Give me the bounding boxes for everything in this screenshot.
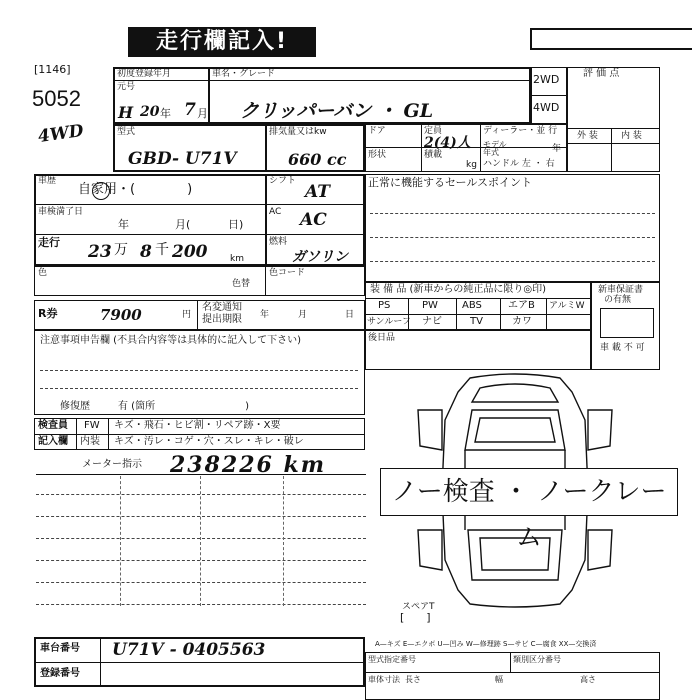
spare-label: スペアT [402, 602, 435, 612]
loading-unit: kg [466, 160, 477, 170]
rating-box [567, 67, 660, 172]
classification-label: 類別区分番号 [513, 655, 561, 664]
inspection-year: 年 [118, 218, 129, 231]
shape-label: 形状 [368, 150, 387, 160]
equip-sunroof: サンルーフ [367, 317, 411, 327]
repair-label: 修復歴 [60, 401, 90, 412]
manual-label1: 新車保証書 [598, 285, 644, 295]
displacement-value: 660 cc [288, 150, 347, 169]
drive-4wd: 4WD [533, 101, 560, 114]
repair-value: 有 (箇所 ) [118, 401, 249, 412]
reg-month-unit: 月 [197, 107, 208, 120]
notice-day: 日 [345, 310, 355, 320]
inspection-label: 車検満了日 [38, 207, 84, 217]
era-value: H [118, 103, 134, 122]
reg-label: 初度登録年月 [117, 69, 172, 79]
equip-tv: TV [470, 316, 483, 327]
size-height: 高さ [580, 675, 596, 684]
door-label: ドア [368, 126, 386, 136]
handle-label: ハンドル 左 ・ 右 [483, 159, 555, 169]
name-label: 車名・グレード [212, 69, 276, 79]
shift-label: シフト [269, 176, 297, 186]
plate-label: 登録番号 [40, 668, 80, 679]
check-label1: 検査員 [38, 420, 68, 431]
inspection-month: 月( [175, 218, 191, 231]
reg-month: 7 [184, 100, 196, 120]
fuel-label: 燃料 [269, 237, 288, 247]
sales-point-box [365, 174, 660, 282]
name-value: クリッパーバン ・ GL [240, 100, 434, 122]
model-designation-label: 型式指定番号 [368, 655, 416, 664]
ref-number: [1146] [34, 63, 71, 76]
inspection-day: 日) [228, 218, 244, 231]
margin-note: 4WD [36, 120, 85, 148]
check-label2: 記入欄 [38, 436, 68, 447]
loading-label: 積載 [424, 150, 443, 160]
usage-circle [92, 182, 110, 200]
chassis-value: U71V - 0405563 [112, 640, 266, 660]
check-row1-label: FW [84, 420, 100, 431]
meter-value: 238226 km [170, 452, 327, 478]
notice-label2: 提出期限 [202, 314, 242, 325]
equip-pw: PW [422, 300, 438, 311]
recycle-box [34, 300, 365, 330]
mileage-unit: km [230, 254, 244, 264]
equipment-label: 装 備 品 (新車からの純正品に限り◎印) [370, 284, 547, 295]
equip-airbag: エアB [508, 300, 535, 311]
model-year-unit: 年 [552, 144, 562, 154]
equip-abs: ABS [462, 300, 482, 311]
notice-month: 月 [298, 310, 308, 320]
caution-label: 注意事項申告欄 (不具合内容等は具体的に記入して下さい) [40, 335, 301, 346]
dealer-label: ディーラー・並 行 [483, 126, 558, 136]
lot-number: 5052 [32, 86, 81, 111]
ac-value: AC [300, 210, 327, 230]
meter-label: メーター指示 [82, 459, 142, 470]
mileage-label: 走行 [38, 236, 60, 249]
fuel-value: ガソリン [292, 249, 348, 265]
aftermarket-label: 後日品 [368, 333, 396, 343]
size-label: 車体寸法 [368, 675, 400, 684]
capacity-label: 定員 [424, 126, 443, 136]
mileage-sen: 8 [140, 242, 152, 262]
repaint-label: 色替 [232, 279, 251, 289]
size-width: 幅 [495, 675, 503, 684]
reg-year: 20 [140, 104, 160, 120]
manual-inner-box [600, 308, 654, 338]
manual-none: 車 載 不 可 [600, 343, 645, 353]
model-year-label1: モデル [483, 140, 507, 149]
era-label: 元号 [117, 82, 136, 92]
drive-2wd: 2WD [533, 73, 560, 86]
rating-interior: 内 装 [621, 131, 642, 141]
model-year-label2: 年式 [483, 148, 499, 157]
capacity-value: 2(4)人 [424, 135, 471, 151]
usage-value: 自家用・( ) [78, 182, 193, 197]
check-row2: キズ・汚レ・コゲ・穴・スレ・キレ・破レ [114, 436, 304, 447]
top-corner-mark [530, 28, 692, 50]
mileage-man: 23 [88, 242, 112, 262]
rating-label: 評 価 点 [583, 68, 620, 79]
equip-alloy: アルミW [549, 301, 585, 311]
aftermarket-box [365, 330, 591, 370]
color-label: 色 [38, 268, 48, 278]
shift-value: AT [305, 182, 330, 202]
mileage-rest: 200 [172, 242, 208, 262]
notice-year: 年 [260, 310, 270, 320]
displacement-label: 排気量又はkw [269, 127, 327, 137]
mileage-man-unit: 万 [114, 242, 128, 258]
recycle-label: R券 [38, 307, 58, 320]
damage-legend: A—キズ E—エクボ U—凹み W—修理跡 S—サビ C—腐食 XX—交換済 [375, 640, 597, 648]
equip-ps: PS [378, 300, 391, 311]
no-inspection-stamp: ノー検査 ・ ノークレーム [380, 468, 678, 516]
size-length: 長さ [405, 675, 421, 684]
check-row1: キズ・飛石・ヒビ割・リペア跡・X要 [114, 420, 281, 431]
recycle-unit: 円 [182, 310, 192, 320]
notice-label1: 名変通知 [202, 302, 242, 313]
page-title: 走行欄記入! [128, 27, 316, 57]
model-label: 型式 [117, 127, 136, 137]
ac-label: AC [269, 207, 282, 217]
usage-label: 車歴 [38, 176, 57, 186]
recycle-value: 7900 [100, 306, 142, 324]
equip-leather: カワ [512, 316, 532, 327]
color-box [34, 266, 365, 296]
mileage-sen-unit: 千 [155, 242, 169, 258]
sales-point-label: 正常に機能するセールスポイント [368, 176, 533, 189]
model-value: GBD- U71V [128, 149, 237, 169]
manual-label2: の有無 [604, 295, 632, 305]
color-code-label: 色コード [269, 268, 306, 278]
spare-value: [ ] [400, 611, 431, 624]
check-row2-label: 内装 [80, 436, 100, 447]
reg-year-unit: 年 [160, 107, 171, 120]
rating-exterior: 外 装 [577, 131, 598, 141]
chassis-label: 車台番号 [40, 643, 80, 654]
equip-navi: ナビ [422, 316, 442, 327]
